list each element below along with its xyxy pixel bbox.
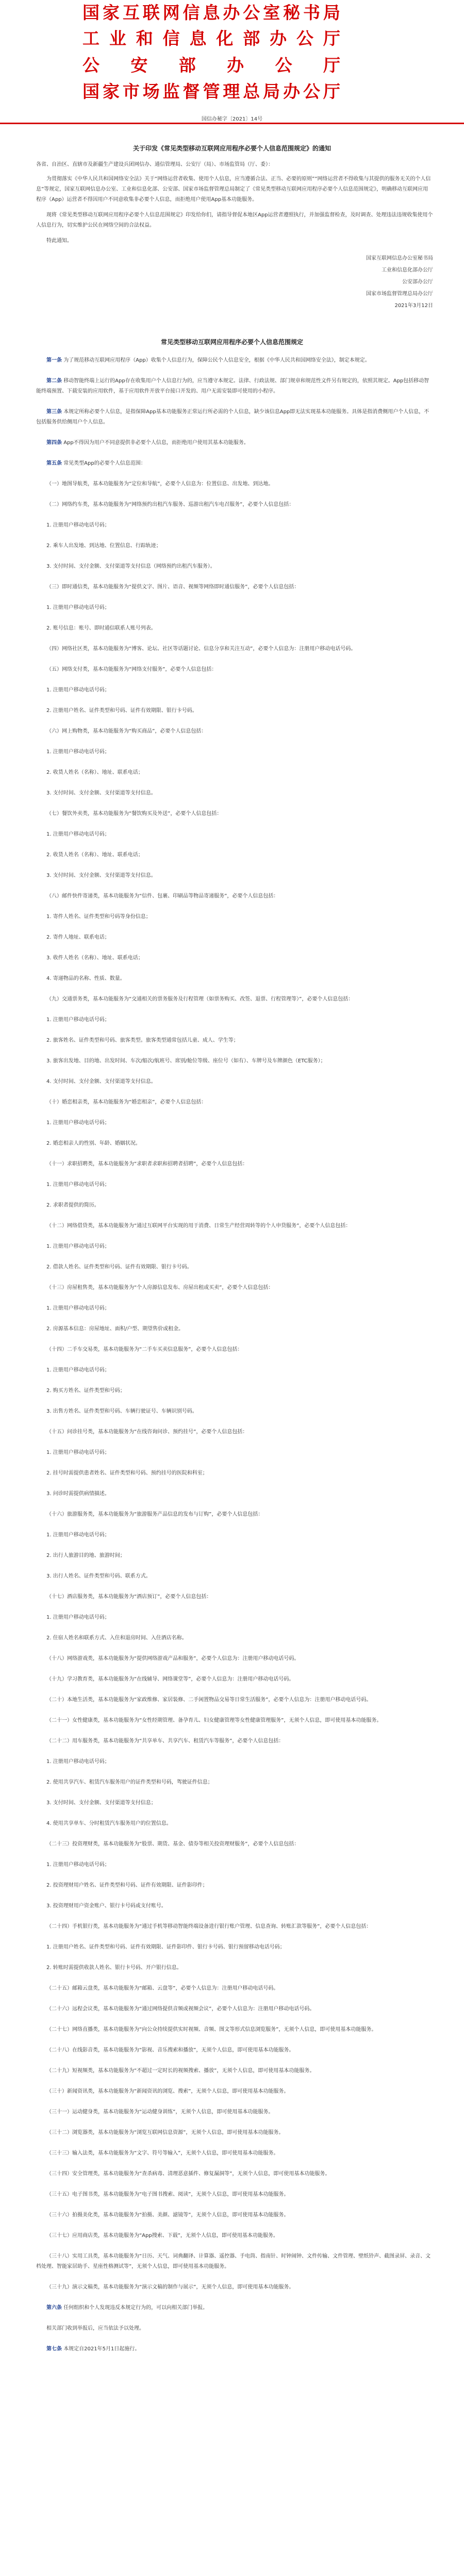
list-item: （十）婚恋相亲类，基本功能服务为“婚恋相亲”，必要个人信息包括： xyxy=(46,1099,207,1105)
agency-letter: 公 xyxy=(243,3,260,23)
agency-letter: 管 xyxy=(203,81,220,101)
list-item: （一）地图导航类，基本功能服务为“定位和导航”，必要个人信息为：位置信息、出发地、到达地。 xyxy=(46,481,274,487)
list-item: 1. 注册用户移动电话号码； xyxy=(46,1182,110,1188)
list-item: （二十二）用车服务类，基本功能服务为“共享单车、共享汽车、租赁汽车等服务”，必要个人信息包括： xyxy=(46,1738,284,1744)
list-item: 3. 支付时间、支付金额、支付渠道等支付信息。 xyxy=(46,790,156,796)
signatory-miit: 工业和信息化部办公厅 xyxy=(382,267,433,273)
list-item: （十一）求职招聘类，基本功能服务为“求职者求职和招聘者招聘”，必要个人信息包括： xyxy=(46,1161,248,1167)
list-item: 2. 使用共享汽车、租赁汽车服务用户的证件类型和号码，驾驶证件信息； xyxy=(46,1780,213,1785)
agency-letter: 部 xyxy=(243,28,260,48)
list-item: （二十三）投资理财类，基本功能服务为“股票、期货、基金、债券等相关投资理财服务”，必要个人信息包括： xyxy=(46,1841,300,1847)
article-3 xyxy=(36,407,433,428)
list-item: 1. 寄件人姓名、证件类型和号码等身份信息； xyxy=(46,914,151,920)
notice-title: 关于印发《常见类型移动互联网应用程序必要个人信息范围规定》的通知 xyxy=(132,145,331,152)
list-item: 3. 支付时间、支付金额、支付渠道等支付信息（网络预约出租汽车服务）。 xyxy=(46,564,216,569)
list-item: （二十四）手机银行类，基本功能服务为“通过手机等移动智能终端设备进行银行账户管理、信息查询、转账汇款等服务”，必要个人信息包括： xyxy=(46,1924,372,1929)
list-item: （十九）学习教育类，基本功能服务为“在线辅导、网络课堂等”，必要个人信息为：注册用户移动电话号码。 xyxy=(46,1676,294,1682)
list-item: 2. 借款人姓名、证件类型和号码、证件有效期限、银行卡号码。 xyxy=(46,1264,192,1270)
list-item: 1. 注册用户移动电话号码； xyxy=(46,1306,110,1311)
list-item: （七）餐饮外卖类，基本功能服务为“餐饮购买及外送”，必要个人信息包括： xyxy=(46,811,222,817)
list-item: （十五）问诊挂号类，基本功能服务为“在线咨询问诊、预约挂号”，必要个人信息包括： xyxy=(46,1429,248,1435)
article-3-label: 第三条 xyxy=(46,409,62,415)
agency-letter: 场 xyxy=(142,81,160,101)
list-item: （十八）网络游戏类，基本功能服务为“提供网络游戏产品和服务”，必要个人信息为：注册用户移动电话号码。 xyxy=(46,1656,300,1662)
list-item: 1. 注册用户移动电话号码； xyxy=(46,605,110,611)
list-item: 1. 注册用户姓名、证件类型和号码、证件有效期限、证件影印件、银行卡号码、银行预留移动电话号码； xyxy=(46,1944,285,1950)
agency-letter: 公 xyxy=(303,81,320,101)
list-item: （三十二）浏览器类，基本功能服务为“浏览互联网信息资源”，无须个人信息，即可使用基本功能服务。 xyxy=(46,2130,284,2136)
list-item: （三十一）运动健身类，基本功能服务为“运动健身训练”，无须个人信息，即可使用基本功能服务。 xyxy=(46,2109,274,2115)
agency-letter: 家 xyxy=(102,81,120,101)
list-item: （四）网络社区类，基本功能服务为“博客、论坛、社区等话题讨论、信息分享和关注互动”，必要个人信息为：注册用户移动电话号码。 xyxy=(46,646,356,652)
list-item: （二十一）女性健康类，基本功能服务为“女性经期管理、备孕育儿、妇女健康管理等女性健康管理服务”，无须个人信息，即可使用基本功能服务。 xyxy=(46,1718,382,1723)
notice-salutation: 各省、自治区、直辖市及新疆生产建设兵团网信办、通信管理局、公安厅（局）、市场监管局（厅、委）： xyxy=(36,162,273,167)
list-item: （六）网上购物类，基本功能服务为“购买商品”，必要个人信息包括： xyxy=(46,728,207,734)
article-6-label: 第六条 xyxy=(46,2305,62,2311)
agency-letter: 秘 xyxy=(283,3,301,23)
list-item: （三十五）电子图书类，基本功能服务为“电子图书搜索、阅读”，无须个人信息，即可使用基本功能服务。 xyxy=(46,2192,289,2197)
article-5 xyxy=(36,459,433,469)
agency-name-samr xyxy=(82,82,340,101)
agency-letter: 总 xyxy=(243,81,260,101)
list-item: （二十六）远程会议类，基本功能服务为“通过网络提供音频或视频会议”，必要个人信息为：注册用户移动电话号码。 xyxy=(46,2006,315,2012)
list-item: （十六）旅游服务类，基本功能服务为“旅游服务产品信息的发布与订购”，必要个人信息包括： xyxy=(46,1512,263,1517)
agency-letter: 化 xyxy=(216,28,234,48)
article-2-text: 移动智能终端上运行的App存在收集用户个人信息行为的，应当遵守本规定。法律、行政法规、部门规章和规范性文件另有规定的，依照其规定。App包括移动智能终端预置、下载安装的应用软件，基于应用软件开放平台接口开发的、用户无需安装即可使用的小程序。 xyxy=(36,378,429,394)
article-1-label: 第一条 xyxy=(46,358,62,363)
header-red-rule xyxy=(0,123,464,124)
list-item: 3. 收件人姓名（名称）、地址、联系电话； xyxy=(46,955,143,961)
list-item: 1. 注册用户移动电话号码； xyxy=(46,1532,110,1538)
rules-title: 常见类型移动互联网应用程序必要个人信息范围规定 xyxy=(160,338,303,346)
list-item: 4. 寄递物品的名称、性质、数量。 xyxy=(46,976,125,981)
list-item: 2. 挂号时需提供患者姓名、证件类型和号码、预约挂号的医院和科室； xyxy=(46,1470,208,1476)
list-item: （九）交通票务类，基本功能服务为“交通相关的票务服务及行程管理（如票务购买、改签、退票、行程管理等）”，必要个人信息包括： xyxy=(46,996,354,1002)
list-item: 4. 支付时间、支付金额、支付渠道等支付信息。 xyxy=(46,1079,156,1084)
list-item: （五）网络支付类，基本功能服务为“网络支付服务”，必要个人信息包括： xyxy=(46,667,217,672)
list-item: （十七）酒店服务类，基本功能服务为“酒店预订”，必要个人信息包括： xyxy=(46,1594,212,1600)
article-4-text: App不得因为用户不同意提供非必要个人信息，而拒绝用户使用其基本功能服务。 xyxy=(63,440,249,446)
list-item: 1. 注册用户移动电话号码； xyxy=(46,1017,110,1023)
signatory-cac: 国家互联网信息办公室秘书局 xyxy=(366,256,433,261)
list-item: 1. 注册用户移动电话号码； xyxy=(46,1450,110,1455)
agency-letter: 国 xyxy=(82,3,100,23)
list-item: （二十九）短视频类，基本功能服务为“不超过一定时长的视频搜索、播放”，无须个人信息，即可使用基本功能服务。 xyxy=(46,2068,315,2074)
agency-letter: 业 xyxy=(109,28,126,48)
agency-letter: 网 xyxy=(162,3,180,23)
agency-letter: 联 xyxy=(142,3,160,23)
agency-letter: 部 xyxy=(178,55,196,75)
list-item: （二十五）邮箱云盘类，基本功能服务为“邮箱、云盘等”，必要个人信息为：注册用户移动电话号码。 xyxy=(46,1986,279,1991)
list-item: 2. 房源基本信息：房屋地址、面积/户型、期望售价或租金。 xyxy=(46,1326,184,1332)
list-item: （三十）新闻资讯类，基本功能服务为“新闻资讯的浏览、搜索”，无须个人信息，即可使用基本功能服务。 xyxy=(46,2089,289,2094)
article-3-text: 本规定所称必要个人信息，是指保障App基本功能服务正常运行所必需的个人信息，缺少该信息App即无法实现基本功能服务。具体是指消费侧用户个人信息，不包括服务供给侧用户个人信息。 xyxy=(36,409,429,425)
list-item: 3. 支付时间、支付金额、支付渠道等支付信息； xyxy=(46,1800,156,1806)
list-item: 2. 转账时需提供收款人姓名、银行卡号码、开户银行信息。 xyxy=(46,1965,182,1971)
list-item: 2. 注册用户姓名、证件类型和号码、证件有效期限、银行卡号码。 xyxy=(46,708,197,714)
list-item: （三十六）拍摄美化类，基本功能服务为“拍摄、美颜、滤镜等”，无须个人信息，即可使用基本功能服务。 xyxy=(46,2212,289,2218)
agency-name-miit xyxy=(82,29,340,48)
article-5-text: 常见类型App的必要个人信息范围： xyxy=(63,461,146,466)
list-item: 1. 注册用户移动电话号码； xyxy=(46,749,110,755)
article-1-text: 为了规范移动互联网应用程序（App）收集个人信息行为，保障公民个人信息安全，根据《中华人民共和国网络安全法》，制定本规定。 xyxy=(63,358,370,363)
list-item: （十二）网络借贷类，基本功能服务为“通过互联网平台实现的用于消费、日常生产经营周转等的个人申贷服务”，必要个人信息包括： xyxy=(46,1223,351,1229)
rules-body xyxy=(36,355,433,2365)
agency-letter: 市 xyxy=(122,81,140,101)
agency-letter: 监 xyxy=(162,81,180,101)
list-item: （十三）房屋租售类，基本功能服务为“个人房源信息发布、房屋出租或买卖”，必要个人信息包括： xyxy=(46,1285,274,1291)
agency-letter: 督 xyxy=(183,81,200,101)
agency-letter: 公 xyxy=(275,55,292,75)
list-item: 1. 注册用户移动电话号码； xyxy=(46,687,110,693)
list-item: 4. 使用共享单车、分时租赁汽车服务用户的位置信息。 xyxy=(46,1821,172,1826)
list-item: （二十）本地生活类，基本功能服务为“家政维修、家居装修、二手闲置物品交易等日常生活服务”，必要个人信息为：注册用户移动电话号码。 xyxy=(46,1697,372,1703)
list-item: 1. 注册用户移动电话号码； xyxy=(46,1367,110,1373)
agency-letter: 息 xyxy=(203,3,220,23)
agency-letter: 办 xyxy=(227,55,244,75)
article-6-text: 任何组织和个人发现违反本规定行为的，可以向相关部门举报。 xyxy=(63,2305,208,2311)
list-item: 1. 注册用户移动电话号码； xyxy=(46,1862,110,1868)
agency-letter: 局 xyxy=(323,3,340,23)
article-7-text: 本规定自2021年5月1日起施行。 xyxy=(63,2346,140,2352)
list-item: 2. 出行人旅游目的地、旅游时间； xyxy=(46,1553,125,1558)
list-item: 3. 问诊时需提供病情描述。 xyxy=(46,1491,110,1497)
agency-letter: 公 xyxy=(296,28,313,48)
article-1 xyxy=(36,355,433,366)
signatory-mps: 公安部办公厅 xyxy=(402,279,433,285)
agency-letter: 家 xyxy=(102,3,120,23)
agency-letter: 厅 xyxy=(323,28,340,48)
list-item: （八）邮件快件寄递类，基本功能服务为“信件、包裹、印刷品等物品寄递服务”，必要个人信息包括： xyxy=(46,893,279,899)
article-4-label: 第四条 xyxy=(46,440,62,446)
list-item: 2. 收货人姓名（名称）、地址、联系电话； xyxy=(46,852,143,858)
list-item: （三十八）实用工具类，基本功能服务为“日历、天气、词典翻译、计算器、遥控器、手电筒、指南针、时钟闹钟、文件传输、文件管理、壁纸铃声、截图录屏、录音、文档处理、智能家居助手、星座性格测试等”，无须个人信息，即可使用基本功能服务。 xyxy=(36,2253,431,2269)
list-item: （二十八）在线影音类，基本功能服务为“影视、音乐搜索和播放”，无须个人信息，即可使用基本功能服务。 xyxy=(46,2047,294,2053)
agency-letter: 室 xyxy=(263,3,280,23)
article-6-continued: 相关部门收到举报后，应当依法予以处理。 xyxy=(46,2326,144,2331)
list-item: 1. 注册用户移动电话号码； xyxy=(46,522,110,528)
agency-letter: 办 xyxy=(270,28,287,48)
list-item: （三）即时通信类，基本功能服务为“提供文字、图片、语音、视频等网络即时通信服务”，必要个人信息包括： xyxy=(46,584,300,590)
list-item: 2. 购买方姓名、证件类型和号码； xyxy=(46,1388,125,1394)
list-item: 1. 注册用户移动电话号码； xyxy=(46,1759,110,1765)
article-2-label: 第二条 xyxy=(46,378,62,384)
list-item: 1. 注册用户移动电话号码； xyxy=(46,1244,110,1249)
agency-letter: 厅 xyxy=(323,81,340,101)
list-item: 2. 寄件人地址、联系电话； xyxy=(46,935,110,940)
list-item: 2. 住宿人姓名和联系方式、入住和退房时间、入住酒店名称。 xyxy=(46,1635,187,1641)
list-item: 3. 出行人姓名、证件类型和号码、联系方式。 xyxy=(46,1573,151,1579)
agency-letter: 工 xyxy=(82,28,100,48)
document-header xyxy=(0,3,464,113)
article-7-label: 第七条 xyxy=(46,2346,62,2352)
notice-paragraph-1: 为贯彻落实《中华人民共和国网络安全法》关于“网络运营者收集、使用个人信息，应当遵循合法、正当、必要的原则”“网络运营者不得收集与其提供的服务无关的个人信息”等规定，国家互联网信息办公室、工业和信息化部、公安部、国家市场监督管理总局制定了《常见类型移动互联网应用程序必要个人信息范围规定》，明确移动互联网应用程序（App）运营者不得因用户不同意收集非必要个人信息，而拒绝用户使用App基本功能服务。 xyxy=(36,176,431,202)
list-item: （十四）二手车交易类，基本功能服务为“二手车买卖信息服务”，必要个人信息包括： xyxy=(46,1347,243,1352)
signatory-samr: 国家市场监督管理总局办公厅 xyxy=(366,291,433,297)
document-number: 国信办秘字〔2021〕14号 xyxy=(201,116,263,122)
article-5-label: 第五条 xyxy=(46,461,62,466)
agency-name-cac xyxy=(82,3,340,22)
agency-letter: 办 xyxy=(283,81,301,101)
agency-letter: 安 xyxy=(130,55,148,75)
agency-letter: 息 xyxy=(189,28,207,48)
list-item: 3. 旅客出发地、目的地、出发时间、车次/船次/航班号、席别/舱位等级、座位号（如有）、车牌号及车牌颜色（ETC服务）； xyxy=(46,1058,326,1064)
notice-paragraph-2: 现将《常见类型移动互联网应用程序必要个人信息范围规定》印发给你们，请指导督促本地区App运营者遵照执行，并加强监督检查，及时调查、处理违法违规收集使用个人信息行为，切实维护公民在网络空间的合法权益。 xyxy=(36,212,433,228)
article-4 xyxy=(36,438,433,448)
list-item: （三十九）演示文稿类，基本功能服务为“演示文稿的制作与展示”，无须个人信息，即可使用基本功能服务。 xyxy=(46,2284,294,2290)
list-item: 2. 旅客姓名、证件类型和号码、旅客类型。旅客类型通常包括儿童、成人、学生等； xyxy=(46,1038,239,1043)
list-item: （三十四）安全管理类，基本功能服务为“查杀病毒、清理恶意插件、修复漏洞等”，无须个人信息，即可使用基本功能服务。 xyxy=(46,2171,330,2177)
agency-letter: 国 xyxy=(82,81,100,101)
list-item: 3. 投资理财用户资金账户、银行卡号码或支付账号。 xyxy=(46,1903,167,1909)
article-5-items xyxy=(36,479,433,2293)
agency-letter: 办 xyxy=(223,3,240,23)
agency-letter: 厅 xyxy=(323,55,340,75)
list-item: （三十三）输入法类，基本功能服务为“文字、符号等输入”，无须个人信息，即可使用基本功能服务。 xyxy=(46,2150,279,2156)
agency-name-mps xyxy=(82,56,340,75)
list-item: 1. 注册用户移动电话号码； xyxy=(46,1615,110,1620)
list-item: 3. 支付时间、支付金额、支付渠道等支付信息。 xyxy=(46,873,156,878)
agency-letter: 理 xyxy=(223,81,240,101)
agency-letter: 和 xyxy=(136,28,153,48)
list-item: （三十七）应用商店类，基本功能服务为“App搜索、下载”，无须个人信息，即可使用基本功能服务。 xyxy=(46,2233,278,2239)
agency-letter: 信 xyxy=(183,3,200,23)
agency-letter: 局 xyxy=(263,81,280,101)
list-item: 2. 收货人姓名（名称）、地址、联系电话； xyxy=(46,770,143,775)
agency-letter: 互 xyxy=(122,3,140,23)
list-item: 2. 乘车人出发地、到达地、位置信息、行踪轨迹； xyxy=(46,543,161,549)
agency-letter: 信 xyxy=(162,28,180,48)
article-6 xyxy=(36,2303,433,2313)
list-item: 3. 出售方姓名、证件类型和号码、车辆行驶证号、车辆识别号码。 xyxy=(46,1409,197,1414)
list-item: （二）网络约车类，基本功能服务为“网络预约出租汽车服务、巡游出租汽车电召服务”，必要个人信息包括： xyxy=(46,502,294,507)
agency-letter: 公 xyxy=(82,55,100,75)
list-item: 2. 婚恋相亲人的性别、年龄、婚姻状况。 xyxy=(46,1141,141,1146)
notice-closing: 特此通知。 xyxy=(46,238,72,244)
list-item: 2. 求职者提供的简历。 xyxy=(46,1202,100,1208)
list-item: 2. 投资理财用户姓名、证件类型和号码、证件有效期限、证件影印件； xyxy=(46,1883,208,1888)
list-item: （二十七）网络直播类，基本功能服务为“向公众持续提供实时视频、音频、图文等形式信息浏览服务”，无须个人信息，即可使用基本功能服务。 xyxy=(46,2027,377,2032)
agency-letter: 书 xyxy=(303,3,320,23)
list-item: 2. 账号信息：账号、即时通信联系人账号列表。 xyxy=(46,625,156,631)
article-2 xyxy=(36,376,433,397)
notice-date: 2021年3月12日 xyxy=(394,303,433,309)
list-item: 1. 注册用户移动电话号码； xyxy=(46,832,110,837)
list-item: 1. 注册用户移动电话号码； xyxy=(46,1120,110,1126)
article-7 xyxy=(36,2344,433,2354)
